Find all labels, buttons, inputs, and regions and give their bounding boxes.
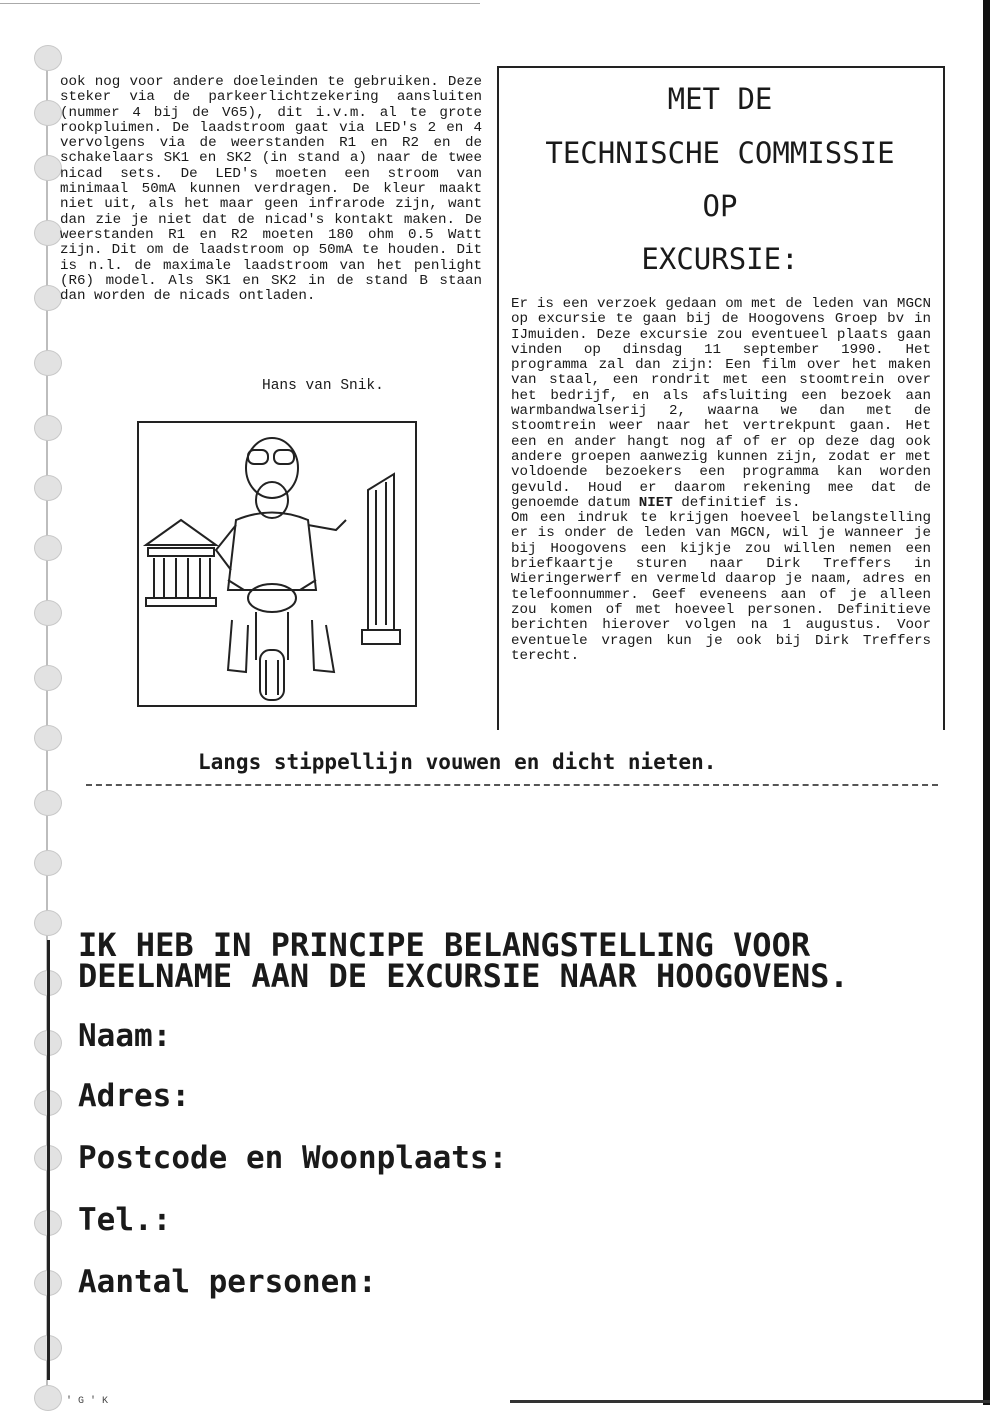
binding-hole xyxy=(34,155,62,181)
article-paragraph-1: Er is een verzoek gedaan om met de leden van MGCN op excursie te gaan bij de Hoogovens Groep bv in IJmuiden. Deze excursie zou eventueel plaats gaan vinden op dinsdag 11 september 1990. Het programma zal dan zijn: Een film over het maken van staal, een rondrit met een stoomtrein over het bedrijf, en als afsluiting een bezoek aan warmbandwalserij 2, waarna we dan met de stoomtrein weer naar het vertrekpunt gaan. Het een en ander hangt nog af of er op deze dag ook andere groepen aanwezig kunnen zijn, zodat er met voldoende bezoekers een programma kan worden gevuld. Houd er daarom rekening mee dat de genoemde datum xyxy=(511,296,931,511)
binding-hole xyxy=(34,600,62,626)
binding-hole xyxy=(34,350,62,376)
binding-hole xyxy=(34,725,62,751)
field-naam[interactable]: Naam: xyxy=(78,1018,172,1054)
article-heading-line-2: TECHNISCHE COMMISSIE xyxy=(545,136,895,170)
article-box-top xyxy=(497,66,945,68)
fold-instruction: Langs stippellijn vouwen en dicht nieten. xyxy=(198,750,717,774)
article-paragraph-2: Om een indruk te krijgen hoeveel belangstelling er is onder de leden van MGCN, wil je wanneer je bij Hoogovens een kijkje zou willen nemen een briefkaartje sturen naar Dirk Treffers in Wieringerwerf en vermeld daarop je naam, adres en telefoonnummer. Geef eveneens aan of je alleen zou komen of met hoeveel personen. Definitieve berichten hierover volgen na 1 augustus. Voor eventuele vragen kun je ook bij Dirk Treffers terecht. xyxy=(511,510,931,664)
binding-hole xyxy=(34,535,62,561)
coupon-left-bar xyxy=(47,940,50,1380)
field-adres[interactable]: Adres: xyxy=(78,1078,190,1114)
article-heading-line-1: MET DE xyxy=(667,82,773,116)
binding-hole xyxy=(34,220,62,246)
binding-hole xyxy=(34,1385,62,1411)
coupon-title-line-1: IK HEB IN PRINCIPE BELANGSTELLING VOOR xyxy=(78,926,811,964)
field-aantal-personen[interactable]: Aantal personen: xyxy=(78,1264,377,1300)
binding-hole xyxy=(34,475,62,501)
field-postcode-woonplaats[interactable]: Postcode en Woonplaats: xyxy=(78,1140,508,1176)
binding-hole xyxy=(34,415,62,441)
coupon-title-line-2: DEELNAME AAN DE EXCURSIE NAAR HOOGOVENS. xyxy=(78,957,849,995)
footer-fragment: ' G ' K xyxy=(66,1396,109,1407)
binding-hole xyxy=(34,910,62,936)
top-rule xyxy=(0,3,480,4)
binding-hole xyxy=(34,45,62,71)
article-body xyxy=(511,297,931,664)
binding-hole xyxy=(34,850,62,876)
binding-hole xyxy=(34,100,62,126)
left-column-text: ook nog voor andere doeleinden te gebruiken. Deze steker via de parkeerlichtzekering aansluiten (nummer 4 bij de V65), dit i.v.m. al te grote rookpluimen. De laadstroom gaat via LED's 2 en 4 vervolgens via de weerstanden R1 en R2 en de schakelaars SK1 en SK2 (in stand a) naar de twee nicad sets. De LED's moeten een stroom van minimaal 50mA kunnen verdragen. De kleur maakt niet uit, als het maar geen infrarode zijn, want dan zie je niet dat de nicad's kontakt maken. De weerstanden R1 en R2 moeten 180 ohm 0.5 Watt zijn. Dit om de laadstroom op 50mA te houden. Dit is n.l. de maximale laadstroom van het penlight (R6) model. Als SK1 en SK2 in de stand B staan dan worden de nicads ontladen. xyxy=(60,74,482,305)
binding-hole xyxy=(34,790,62,816)
article-heading-line-4: EXCURSIE: xyxy=(641,242,799,276)
article-paragraph-1-end: definitief is. xyxy=(681,494,801,511)
fold-dashed-line xyxy=(86,784,938,786)
bottom-rule xyxy=(510,1400,990,1403)
article-heading-line-3: OP xyxy=(702,189,738,223)
article-emphasis: NIET xyxy=(638,494,673,511)
binding-hole xyxy=(34,285,62,311)
article-box-right xyxy=(943,66,945,730)
field-tel[interactable]: Tel.: xyxy=(78,1202,172,1238)
coupon-title xyxy=(78,926,948,995)
binding-hole xyxy=(34,665,62,691)
article-box-left xyxy=(497,66,499,730)
author-signature: Hans van Snik. xyxy=(262,378,384,394)
motorcyclist-cartoon xyxy=(136,420,418,708)
page-edge xyxy=(983,0,990,1405)
